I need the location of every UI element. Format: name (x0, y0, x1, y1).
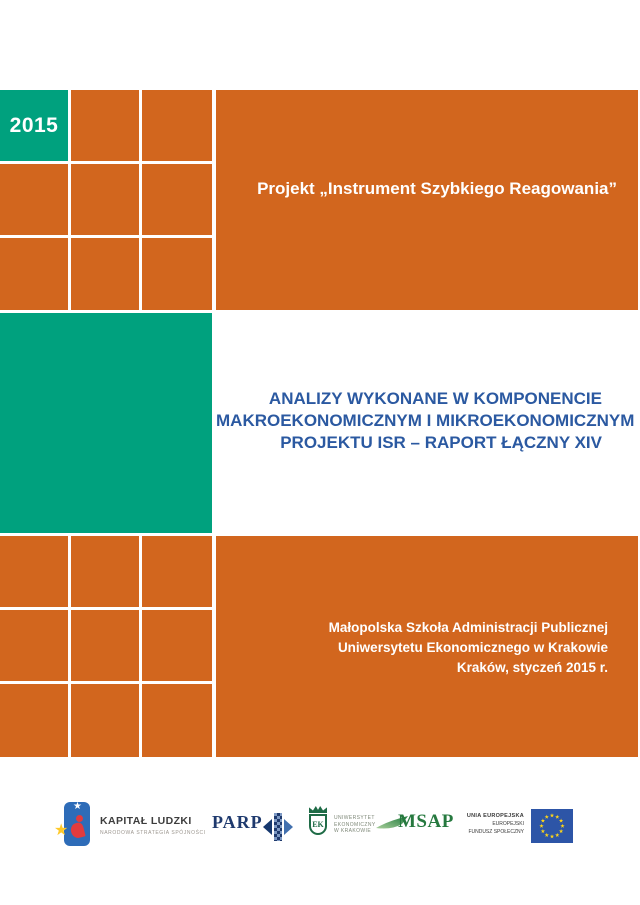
grid-cell (0, 536, 68, 607)
grid-cell (71, 164, 139, 235)
person-body-icon (69, 822, 85, 840)
grid-cell (142, 90, 212, 161)
person-head-icon (76, 815, 83, 822)
eu-label (448, 813, 524, 835)
filmstrip-icon (274, 813, 282, 841)
grid-cell (142, 238, 212, 310)
eu-flag-icon (531, 809, 573, 843)
grid-cell (71, 610, 139, 681)
publisher-line: Małopolska Szkoła Administracji Publicznej (328, 620, 608, 635)
project-title-block (216, 90, 638, 310)
grid-cell (142, 610, 212, 681)
msap-logo: MSAP (398, 811, 454, 832)
report-title-line: PROJEKTU ISR – RAPORT ŁĄCZNY XIV (280, 433, 602, 452)
grid-cell (142, 536, 212, 607)
report-title-line: MAKROEKONOMICZNYM I MIKROEKONOMICZNYM (216, 411, 635, 430)
publisher-line: Uniwersytetu Ekonomicznego w Krakowie (337, 640, 608, 655)
grid-cell (71, 536, 139, 607)
grid-cell (71, 90, 139, 161)
publisher-info (329, 618, 608, 678)
year-label: 2015 (9, 113, 59, 137)
grid-cell (142, 684, 212, 757)
kapital-ludzki-logo (100, 815, 206, 836)
top-grid (0, 90, 212, 310)
grid-cell (71, 684, 139, 757)
grid-cell (0, 238, 68, 310)
uek-line: UNIWERSYTET (334, 815, 375, 821)
kapital-ludzki-subtitle: NARODOWA STRATEGIA SPÓJNOŚCI (100, 830, 206, 836)
yellow-star-icon: ★ (54, 822, 69, 839)
uek-line: W KRAKOWIE (334, 828, 372, 834)
eu-stars-icon (531, 809, 573, 843)
parp-logo: PARP (212, 812, 263, 832)
right-arrow-icon (284, 819, 293, 835)
uek-line: EKONOMICZNY (334, 821, 376, 828)
report-title-line: ANALIZY WYKONANE W KOMPONENCIE (268, 389, 602, 408)
grid-cell (142, 164, 212, 235)
publisher-block (216, 536, 638, 757)
left-arrow-icon (263, 819, 272, 835)
teal-accent-block (0, 313, 212, 533)
footer-logos (0, 800, 640, 870)
uek-logo (334, 815, 376, 835)
grid-cell (71, 238, 139, 310)
grid-cell (0, 610, 68, 681)
grid-cell (0, 164, 68, 235)
year-cell (0, 90, 68, 161)
eu-line: UNIA EUROPEJSKA (466, 813, 524, 819)
crown-icon (309, 806, 327, 813)
grid-cell (0, 684, 68, 757)
star-icon: ★ (73, 801, 82, 812)
publisher-line: Kraków, styczeń 2015 r. (456, 660, 608, 675)
project-title: Projekt „Instrument Szybkiego Reagowania” (257, 179, 617, 198)
uek-crest-icon: EK (309, 814, 327, 835)
kapital-ludzki-title: KAPITAŁ LUDZKI (100, 815, 192, 827)
eu-line: FUNDUSZ SPOŁECZNY (468, 828, 524, 835)
report-title (216, 388, 635, 454)
parp-gear-icon (263, 812, 293, 842)
eu-line: EUROPEJSKI (492, 821, 524, 827)
bottom-grid (0, 536, 212, 757)
